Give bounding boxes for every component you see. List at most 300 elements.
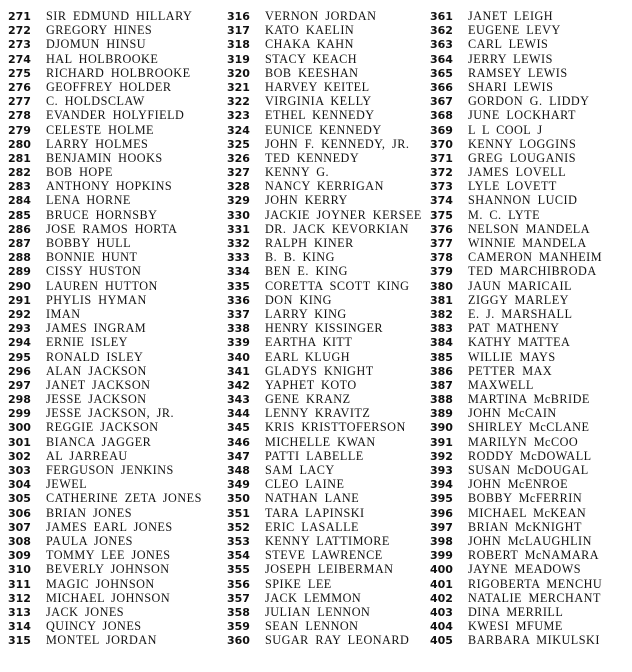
entry-number: 272: [8, 24, 31, 38]
entry-number: 357: [227, 591, 250, 605]
entry-number: 292: [8, 307, 31, 321]
entry-name: JAYNE MEADOWS: [468, 562, 581, 577]
entry-number: 374: [430, 194, 453, 208]
entry-number: 352: [227, 520, 250, 534]
list-item: [430, 94, 602, 108]
list-item: [227, 37, 422, 51]
list-item: [8, 435, 202, 449]
entry-name: JUNE LOCKHART: [468, 108, 576, 123]
entry-name: STEVE LAWRENCE: [265, 548, 383, 563]
list-item: [227, 605, 422, 619]
entry-name: JACK LEMMON: [265, 590, 362, 605]
list-item: [8, 9, 202, 23]
list-item: [430, 392, 602, 406]
entry-number: 320: [227, 66, 250, 80]
entry-name: B. B. KING: [265, 250, 335, 265]
entry-number: 330: [227, 208, 250, 222]
entry-number: 341: [227, 364, 250, 378]
list-item: [8, 406, 202, 420]
list-item: [8, 123, 202, 137]
entry-number: 279: [8, 123, 31, 137]
entry-number: 396: [430, 506, 453, 520]
entry-name: BOB HOPE: [46, 165, 113, 180]
entry-number: 314: [8, 620, 31, 634]
list-item: [227, 94, 422, 108]
entry-number: 334: [227, 265, 250, 279]
entry-number: 393: [430, 464, 453, 477]
entry-number: 345: [227, 421, 250, 435]
entry-number: 373: [430, 180, 453, 194]
list-item: [227, 591, 422, 605]
entry-name: KRIS KRISTTOFERSON: [265, 420, 406, 435]
entry-name: LYLE LOVETT: [468, 179, 557, 194]
entry-name: M. C. LYTE: [468, 207, 541, 222]
list-item: [227, 463, 422, 477]
entry-number: 333: [227, 251, 250, 265]
entry-number: 397: [430, 520, 453, 534]
entry-name: MAXWELL: [468, 377, 534, 392]
entry-number: 355: [227, 563, 250, 577]
entry-name: BENJAMIN HOOKS: [46, 150, 163, 165]
entry-number: 277: [8, 95, 31, 109]
entry-number: 288: [8, 251, 31, 265]
entry-name: MICHAEL McKEAN: [468, 505, 587, 520]
list-item: [430, 151, 602, 165]
entry-number: 343: [227, 393, 250, 407]
entry-number: 385: [430, 350, 453, 364]
entry-name: JOSEPH LEIBERMAN: [265, 562, 394, 577]
entry-name: BRUCE HORNSBY: [46, 207, 158, 222]
list-item: [430, 364, 602, 378]
entry-name: JULIAN LENNON: [265, 604, 371, 619]
list-item: [227, 80, 422, 94]
list-item: [227, 477, 422, 491]
entry-name: PAULA JONES: [46, 533, 133, 548]
entry-name: PATTI LABELLE: [265, 448, 364, 463]
entry-number: 364: [430, 52, 453, 66]
list-item: [430, 293, 602, 307]
entry-number: 346: [227, 435, 250, 449]
entry-name: BOBBY McFERRIN: [468, 491, 583, 506]
list-item: [8, 392, 202, 406]
entry-name: STACY KEACH: [265, 51, 358, 66]
list-item: [227, 264, 422, 278]
entry-name: RIGOBERTA MENCHU: [468, 576, 603, 591]
list-item: [8, 94, 202, 108]
entry-name: GREG LOUGANIS: [468, 150, 577, 165]
entry-number: 284: [8, 194, 31, 208]
entry-number: 405: [430, 634, 453, 648]
entry-number: 301: [8, 435, 31, 449]
list-item: [227, 378, 422, 392]
entry-number: 294: [8, 336, 31, 350]
list-item: [227, 66, 422, 80]
list-item: [430, 420, 602, 434]
entry-name: NANCY KERRIGAN: [265, 179, 384, 194]
list-item: [430, 321, 602, 335]
entry-name: LENNY KRAVITZ: [265, 406, 371, 421]
entry-name: JESSE JACKSON: [46, 392, 147, 407]
entry-name: TOMMY LEE JONES: [46, 548, 171, 563]
list-item: [227, 406, 422, 420]
list-item: [227, 151, 422, 165]
entry-number: 311: [8, 577, 31, 591]
entry-number: 382: [430, 307, 453, 321]
entry-name: GLADYS KNIGHT: [265, 363, 374, 378]
entry-number: 273: [8, 38, 31, 52]
entry-number: 380: [430, 279, 453, 293]
entry-number: 281: [8, 151, 31, 165]
entry-name: BEVERLY JOHNSON: [46, 562, 170, 577]
entry-number: 308: [8, 534, 31, 548]
entry-name: GEOFFREY HOLDER: [46, 79, 172, 94]
entry-name: MARTINA McBRIDE: [468, 392, 590, 407]
list-item: [8, 463, 202, 477]
entry-number: 392: [430, 449, 453, 463]
list-item: [430, 236, 602, 250]
entry-number: 305: [8, 492, 31, 506]
list-item: [8, 577, 202, 591]
entry-number: 348: [227, 464, 250, 477]
list-item: [430, 52, 602, 66]
entry-number: 369: [430, 123, 453, 137]
list-item: [430, 193, 602, 207]
entry-number: 323: [227, 109, 250, 123]
entry-number: 356: [227, 577, 250, 591]
entry-number: 367: [430, 95, 453, 109]
entry-number: 358: [227, 605, 250, 619]
entry-name: LARRY KING: [265, 306, 347, 321]
list-item: [8, 633, 202, 647]
entry-number: 307: [8, 520, 31, 534]
entry-name: SIR EDMUND HILLARY: [46, 9, 193, 23]
list-item: [430, 619, 602, 633]
entry-name: BOBBY HULL: [46, 236, 132, 250]
list-item: [8, 236, 202, 250]
entry-name: BOB KEESHAN: [265, 65, 359, 80]
entry-number: 312: [8, 591, 31, 605]
list-item: [227, 364, 422, 378]
list-item: [8, 137, 202, 151]
entry-number: 321: [227, 80, 250, 94]
list-item: [430, 548, 602, 562]
list-item: [8, 264, 202, 278]
entry-name: GENE KRANZ: [265, 392, 351, 407]
entry-name: KATHY MATTEA: [468, 335, 571, 350]
entry-name: NATALIE MERCHANT: [468, 590, 601, 605]
entry-number: 274: [8, 52, 31, 66]
list-item: [227, 491, 422, 505]
list-column-3: [430, 9, 602, 647]
entry-number: 401: [430, 577, 453, 591]
list-item: [430, 307, 602, 321]
list-item: [430, 264, 602, 278]
list-item: [430, 520, 602, 534]
list-item: [8, 179, 202, 193]
list-item: [8, 23, 202, 37]
list-item: [8, 66, 202, 80]
entry-name: NATHAN LANE: [265, 491, 360, 506]
entry-number: 388: [430, 393, 453, 407]
entry-number: 363: [430, 38, 453, 52]
list-item: [227, 279, 422, 293]
list-item: [8, 208, 202, 222]
entry-number: 275: [8, 66, 31, 80]
entry-name: VERNON JORDAN: [265, 9, 377, 23]
list-item: [227, 137, 422, 151]
entry-number: 335: [227, 279, 250, 293]
list-item: [430, 137, 602, 151]
entry-name: JACKIE JOYNER KERSEE: [265, 207, 422, 222]
list-item: [8, 449, 202, 463]
list-item: [227, 179, 422, 193]
list-item: [8, 364, 202, 378]
entry-name: DON KING: [265, 292, 332, 307]
entry-number: 287: [8, 237, 31, 250]
list-item: [227, 222, 422, 236]
entry-name: ZIGGY MARLEY: [468, 292, 569, 307]
list-column-2: [227, 9, 422, 647]
entry-number: 295: [8, 350, 31, 364]
entry-number: 387: [430, 378, 453, 392]
list-item: [8, 222, 202, 236]
list-item: [8, 193, 202, 207]
list-item: [8, 591, 202, 605]
entry-name: HAL HOLBROOKE: [46, 51, 159, 66]
entry-number: 332: [227, 237, 250, 250]
entry-name: KENNY LATTIMORE: [265, 533, 390, 548]
entry-number: 297: [8, 378, 31, 392]
entry-name: CARL LEWIS: [468, 37, 549, 52]
list-item: [227, 293, 422, 307]
list-item: [8, 520, 202, 534]
entry-name: YAPHET KOTO: [265, 377, 357, 392]
list-item: [227, 250, 422, 264]
entry-name: VIRGINIA KELLY: [265, 94, 372, 109]
entry-number: 302: [8, 449, 31, 463]
entry-number: 394: [430, 478, 453, 492]
entry-number: 317: [227, 24, 250, 38]
list-item: [430, 577, 602, 591]
entry-number: 336: [227, 293, 250, 307]
entry-name: MICHAEL JOHNSON: [46, 590, 171, 605]
list-item: [430, 449, 602, 463]
list-item: [227, 449, 422, 463]
list-item: [8, 506, 202, 520]
entry-number: 350: [227, 492, 250, 506]
list-item: [430, 605, 602, 619]
entry-name: ETHEL KENNEDY: [265, 108, 375, 123]
entry-name: SUSAN McDOUGAL: [468, 463, 589, 477]
entry-name: MARILYN McCOO: [468, 434, 579, 449]
list-item: [227, 335, 422, 349]
entry-number: 391: [430, 435, 453, 449]
entry-number: 359: [227, 620, 250, 634]
list-item: [8, 151, 202, 165]
entry-name: TED MARCHIBRODA: [468, 264, 597, 279]
entry-number: 398: [430, 534, 453, 548]
entry-name: CATHERINE ZETA JONES: [46, 491, 202, 506]
entry-name: HENRY KISSINGER: [265, 321, 384, 336]
list-item: [8, 108, 202, 122]
list-item: [227, 506, 422, 520]
list-item: [227, 9, 422, 23]
entry-number: 310: [8, 563, 31, 577]
entry-name: EARL KLUGH: [265, 349, 351, 364]
list-column-1: [8, 9, 202, 647]
list-item: [430, 350, 602, 364]
list-item: [227, 420, 422, 434]
list-item: [227, 435, 422, 449]
entry-number: 303: [8, 464, 31, 477]
entry-name: JOHN McLAUGHLIN: [468, 533, 592, 548]
list-item: [430, 378, 602, 392]
entry-name: CISSY HUSTON: [46, 264, 142, 279]
entry-number: 271: [8, 10, 31, 23]
entry-name: ANTHONY HOPKINS: [46, 179, 173, 194]
entry-number: 340: [227, 350, 250, 364]
entry-number: 377: [430, 237, 453, 250]
entry-number: 324: [227, 123, 250, 137]
entry-name: EVANDER HOLYFIELD: [46, 108, 185, 123]
entry-name: SAM LACY: [265, 463, 335, 477]
entry-name: ERIC LASALLE: [265, 519, 359, 534]
list-item: [227, 52, 422, 66]
list-item: [430, 406, 602, 420]
entry-number: 339: [227, 336, 250, 350]
list-item: [227, 165, 422, 179]
list-item: [430, 108, 602, 122]
entry-name: FERGUSON JENKINS: [46, 463, 174, 477]
list-item: [8, 80, 202, 94]
list-item: [8, 420, 202, 434]
entry-number: 402: [430, 591, 453, 605]
list-item: [8, 548, 202, 562]
entry-name: SPIKE LEE: [265, 576, 332, 591]
entry-name: BEN E. KING: [265, 264, 348, 279]
list-item: [8, 335, 202, 349]
entry-name: AL JARREAU: [46, 448, 128, 463]
entry-number: 318: [227, 38, 250, 52]
entry-name: LAUREN HUTTON: [46, 278, 158, 293]
entry-name: ERNIE ISLEY: [46, 335, 128, 350]
entry-number: 386: [430, 364, 453, 378]
entry-name: EUNICE KENNEDY: [265, 122, 382, 137]
entry-name: PETTER MAX: [468, 363, 553, 378]
entry-number: 309: [8, 549, 31, 563]
entry-number: 351: [227, 506, 250, 520]
entry-number: 399: [430, 549, 453, 563]
list-item: [430, 534, 602, 548]
entry-name: BONNIE HUNT: [46, 250, 138, 265]
list-item: [8, 250, 202, 264]
entry-number: 293: [8, 322, 31, 336]
list-item: [430, 222, 602, 236]
list-item: [430, 491, 602, 505]
list-item: [430, 335, 602, 349]
entry-name: EUGENE LEVY: [468, 23, 561, 38]
list-item: [430, 463, 602, 477]
entry-number: 349: [227, 478, 250, 492]
entry-name: BIANCA JAGGER: [46, 434, 152, 449]
entry-number: 326: [227, 151, 250, 165]
entry-name: KENNY G.: [265, 165, 330, 180]
entry-name: CAMERON MANHEIM: [468, 250, 603, 265]
list-item: [227, 520, 422, 534]
list-item: [430, 435, 602, 449]
entry-number: 372: [430, 166, 453, 180]
entry-number: 278: [8, 109, 31, 123]
list-item: [227, 548, 422, 562]
list-item: [227, 633, 422, 647]
entry-name: RODDY McDOWALL: [468, 448, 592, 463]
list-item: [430, 80, 602, 94]
entry-name: RALPH KINER: [265, 236, 354, 250]
entry-number: 347: [227, 449, 250, 463]
entry-number: 331: [227, 222, 250, 236]
list-item: [227, 23, 422, 37]
list-item: [227, 350, 422, 364]
entry-number: 371: [430, 151, 453, 165]
list-item: [430, 506, 602, 520]
entry-name: MICHELLE KWAN: [265, 434, 376, 449]
list-item: [227, 619, 422, 633]
entry-name: BARBARA MIKULSKI: [468, 633, 600, 648]
list-item: [8, 477, 202, 491]
entry-name: JEWEL: [46, 477, 88, 492]
entry-name: C. HOLDSCLAW: [46, 94, 145, 109]
entry-number: 403: [430, 605, 453, 619]
list-item: [8, 321, 202, 335]
entry-name: CELESTE HOLME: [46, 122, 155, 137]
list-item: [8, 378, 202, 392]
list-item: [227, 392, 422, 406]
list-item: [8, 605, 202, 619]
entry-name: MAGIC JOHNSON: [46, 576, 155, 591]
entry-name: JOHN KERRY: [265, 193, 348, 208]
list-item: [430, 208, 602, 222]
entry-number: 280: [8, 137, 31, 151]
entry-name: JERRY LEWIS: [468, 51, 553, 66]
entry-name: KATO KAELIN: [265, 23, 355, 38]
list-item: [8, 52, 202, 66]
list-item: [430, 633, 602, 647]
list-item: [8, 307, 202, 321]
entry-number: 370: [430, 137, 453, 151]
list-item: [8, 562, 202, 576]
list-item: [430, 9, 602, 23]
entry-number: 379: [430, 265, 453, 279]
entry-name: ROBERT McNAMARA: [468, 548, 600, 563]
list-item: [227, 577, 422, 591]
entry-name: CHAKA KAHN: [265, 37, 354, 52]
list-item: [227, 562, 422, 576]
entry-name: KENNY LOGGINS: [468, 136, 577, 151]
entry-name: JESSE JACKSON, JR.: [46, 406, 175, 421]
entry-number: 365: [430, 66, 453, 80]
entry-name: DJOMUN HINSU: [46, 37, 147, 52]
entry-name: IMAN: [46, 306, 81, 321]
entry-number: 325: [227, 137, 250, 151]
list-item: [430, 37, 602, 51]
list-item: [8, 491, 202, 505]
entry-number: 327: [227, 166, 250, 180]
entry-name: JANET LEIGH: [468, 9, 554, 23]
entry-number: 299: [8, 407, 31, 421]
entry-name: LARRY HOLMES: [46, 136, 149, 151]
entry-name: JOHN F. KENNEDY, JR.: [265, 136, 410, 151]
entry-name: PHYLIS HYMAN: [46, 292, 147, 307]
